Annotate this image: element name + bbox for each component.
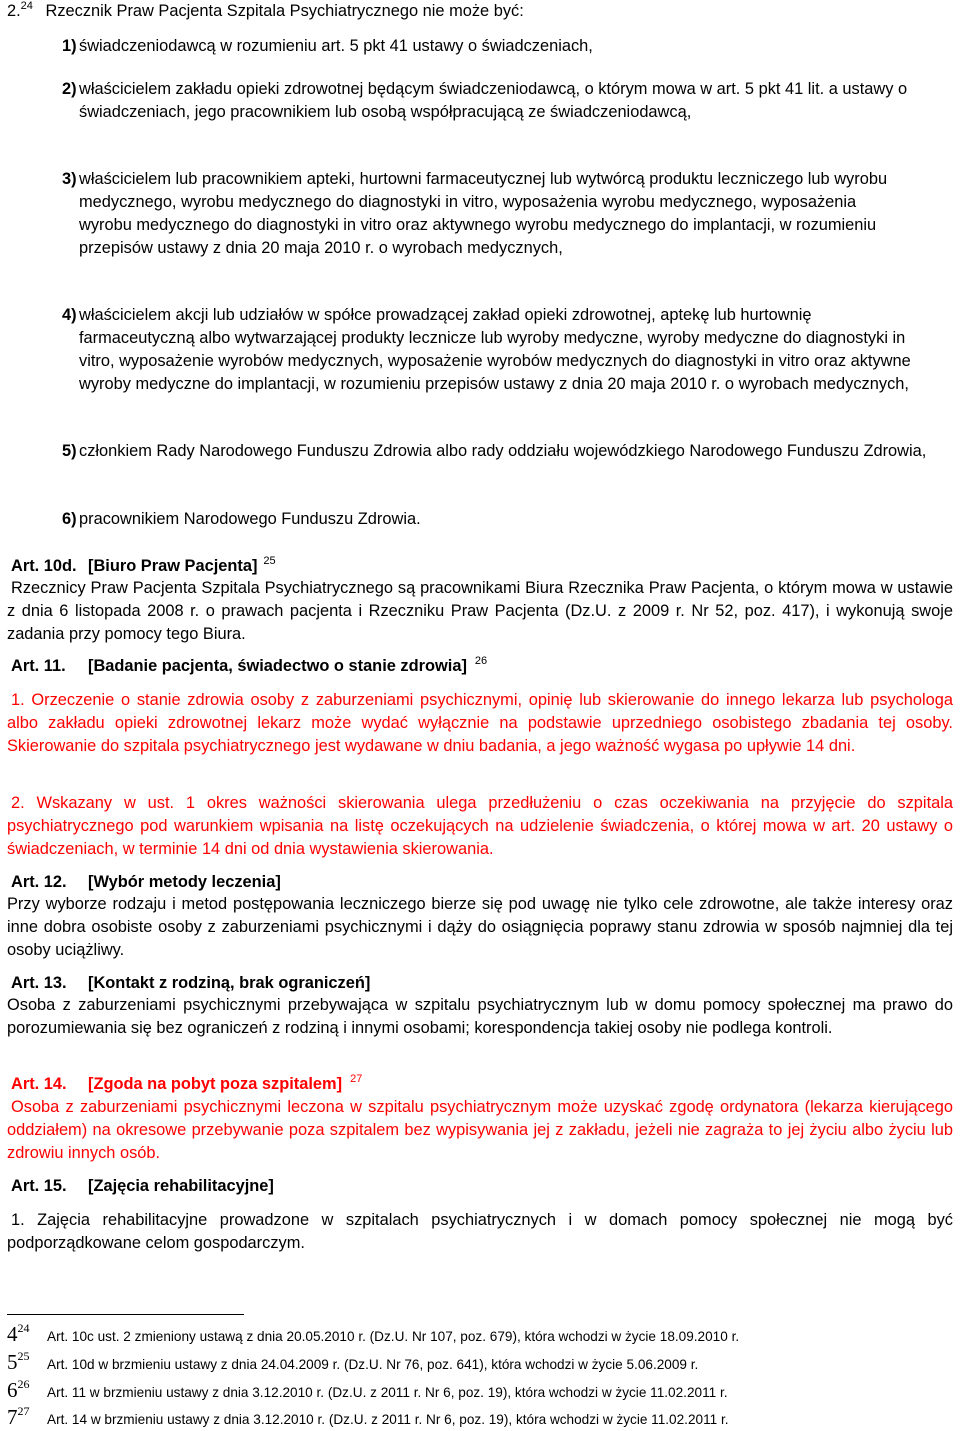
footnote-text: Art. 10c ust. 2 zmieniony ustawą z dnia 20.05.2010 r. (Dz.U. Nr 107, poz. 679), która wchodzi w życie 18.09.2010 r. <box>47 1329 740 1344</box>
article-11-paragraph-2: 2. Wskazany w ust. 1 okres ważności skierowania ulega przedłużeniu o czas oczekiwania na przyjęcie do szpitala psychiatrycznego pod warunkiem wpisania na listę oczekujących na udzielenie świadczenia, o której mowa w art. 20 ustawy o świadczeniach, w terminie 14 dni od dnia wystawienia skierowania. <box>7 794 953 858</box>
item-text: właścicielem lub pracownikiem apteki, hurtowni farmaceutycznej lub wytwórcą produktu leczniczego lub wyrobu medycznego, wyrobu medycznego do diagnostyki in vitro, wyposażenia wyrobu medycznego, wyposażenia wyrobu medycznego do diagnostyki in vitro oraz aktywnego wyrobu medycznego do implantacji, w rozumieniu przepisów ustawy z dnia 20 maja 2010 r. o wyrobach medycznych, <box>79 170 888 257</box>
list-item <box>62 440 946 463</box>
footnote-page-number: $6^{26}$ <box>7 1377 30 1402</box>
article-11-paragraph-1: 1. Orzeczenie o stanie zdrowia osoby z zaburzeniami psychicznymi, opinię lub skierowanie do innego lekarza lub psychologa albo zakładu opieki zdrowotnej lekarz może wydać wyłącznie na podstawie uprzedniego osobistego zbadania tej osoby. Skierowanie do szpitala psychiatrycznego jest wydawane w dniu badania, a jego ważność wygasa po upływie 14 dni. <box>7 691 953 755</box>
article-label: Art. 12. <box>11 873 67 891</box>
section-lead: Rzecznik Praw Pacjenta Szpitala Psychiatrycznego nie może być: <box>45 2 524 20</box>
article-13-text: Osoba z zaburzeniami psychicznymi przebywająca w szpitalu psychiatrycznym lub w domu pomocy społecznej ma prawo do porozumiewania się bez ograniczeń z rodziną i innymi osobami; korespondencja takiej osoby nie podlega kontroli. <box>7 996 953 1037</box>
item-text: właścicielem akcji lub udziałów w spółce prowadzącej zakład opieki zdrowotnej, aptekę lub hurtownię farmaceutyczną albo wytwarzającej produkty lecznicze lub wyroby medyczne, wyroby medyczne do diagnostyki in vitro, wyposażenie wyrobów medycznych, wyposażenie wyrobów medycznych do diagnostyki in vitro oraz aktywne wyroby medyczne do implantacji, w rozumieniu przepisów ustawy z dnia 20 maja 2010 r. o wyrobach medycznych, <box>79 306 911 393</box>
article-title: [Kontakt z rodziną, brak ograniczeń] <box>88 974 371 992</box>
item-text: pracownikiem Narodowego Funduszu Zdrowia. <box>79 510 421 528</box>
footnote-ref-26: 26 <box>474 655 488 667</box>
item-number: 3) <box>62 170 77 188</box>
list-item <box>62 508 946 531</box>
footnote-text: Art. 11 w brzmieniu ustawy z dnia 3.12.2010 r. (Dz.U. z 2011 r. Nr 6, poz. 19), która wchodzi w życie 11.02.2011 r. <box>47 1385 728 1400</box>
article-label: Art. 14. <box>11 1075 67 1093</box>
item-number: 1) <box>62 37 77 55</box>
article-label: Art. 10d. <box>11 557 77 575</box>
article-10d-text: Rzecznicy Praw Pacjenta Szpitala Psychiatrycznego są pracownikami Biura Rzecznika Praw Pacjenta, o którym mowa w ustawie z dnia 6 listopada 2008 r. o prawach pacjenta i Rzeczniku Praw Pacjenta (Dz.U. z 2009 r. Nr 52, poz. 417), i wykonują swoje zadania przy pomocy tego Biura. <box>7 579 953 643</box>
list-item <box>62 168 902 260</box>
article-label: Art. 13. <box>11 974 67 992</box>
article-title: [Biuro Praw Pacjenta] <box>88 557 258 575</box>
article-title: [Badanie pacjenta, świadectwo o stanie zdrowia] <box>88 657 467 675</box>
item-text: członkiem Rady Narodowego Funduszu Zdrowia albo rady oddziału wojewódzkiego Narodowego Funduszu Zdrowia, <box>79 442 927 460</box>
article-label: Art. 15. <box>11 1177 67 1195</box>
item-number: 2) <box>62 80 77 98</box>
list-item <box>62 35 946 58</box>
footnote-ref-25: 25 <box>263 555 276 567</box>
item-number: 5) <box>62 442 77 460</box>
article-15-text: 1. Zajęcia rehabilitacyjne prowadzone w szpitalach psychiatrycznych i w domach pomocy społecznej nie mogą być podporządkowane celom gospodarczym. <box>7 1211 953 1252</box>
item-text: świadczeniodawcą w rozumieniu art. 5 pkt 41 ustawy o świadczeniach, <box>79 37 593 55</box>
article-12-text: Przy wyborze rodzaju i metod postępowania leczniczego bierze się pod uwagę nie tylko cele zdrowotne, ale także interesy oraz inne dobra osobiste osoby z zaburzeniami psychicznymi i dąży do osiągnięcia poprawy stanu zdrowia w sposób najmniej dla tej osoby uciążliwy. <box>7 895 953 959</box>
article-title: [Zajęcia rehabilitacyjne] <box>88 1177 274 1195</box>
article-label: Art. 11. <box>11 657 66 675</box>
footnote-separator <box>7 1314 244 1315</box>
item-number: 4) <box>62 306 77 324</box>
footnote-text: Art. 14 w brzmieniu ustawy z dnia 3.12.2010 r. (Dz.U. z 2011 r. Nr 6, poz. 19), która wchodzi w życie 11.02.2011 r. <box>47 1412 729 1427</box>
section-2-heading <box>7 0 947 23</box>
footnote-page-number: $5^{25}$ <box>7 1349 30 1374</box>
article-10d-heading <box>11 555 276 578</box>
list-item <box>62 304 916 396</box>
list-item <box>62 78 942 124</box>
footnote-ref-24: 24 <box>20 0 33 12</box>
article-13-heading <box>11 972 370 995</box>
footnote-page-number: $4^{24}$ <box>7 1321 30 1346</box>
footnote-ref-27: 27 <box>350 1073 363 1085</box>
article-11-heading <box>11 655 487 678</box>
article-title: [Wybór metody leczenia] <box>88 873 281 891</box>
article-title: [Zgoda na pobyt poza szpitalem] <box>88 1075 343 1093</box>
article-12-heading <box>11 871 281 894</box>
section-number: 2. <box>7 2 21 20</box>
footnote-text: Art. 10d w brzmieniu ustawy z dnia 24.04.2009 r. (Dz.U. Nr 76, poz. 641), która wchodzi w życie 5.06.2009 r. <box>47 1357 699 1372</box>
footnote-page-number: $7^{27}$ <box>7 1404 30 1429</box>
article-15-heading <box>11 1175 274 1198</box>
article-14-heading <box>11 1073 362 1096</box>
article-14-text: Osoba z zaburzeniami psychicznymi leczona w szpitalu psychiatrycznym może uzyskać zgodę ordynatora (lekarza kierującego oddziałem) na okresowe przebywanie poza szpitalem bez wypisywania jej z zakładu, jeżeli nie zagraża to jej życiu albo życiu lub zdrowiu innych osób. <box>7 1098 953 1162</box>
item-number: 6) <box>62 510 77 528</box>
item-text: właścicielem zakładu opieki zdrowotnej będącym świadczeniodawcą, o którym mowa w art. 5 pkt 41 lit. a ustawy o świadczeniach, jego pracownikiem lub osobą współpracującą ze świadczeniodawcą, <box>79 80 908 121</box>
